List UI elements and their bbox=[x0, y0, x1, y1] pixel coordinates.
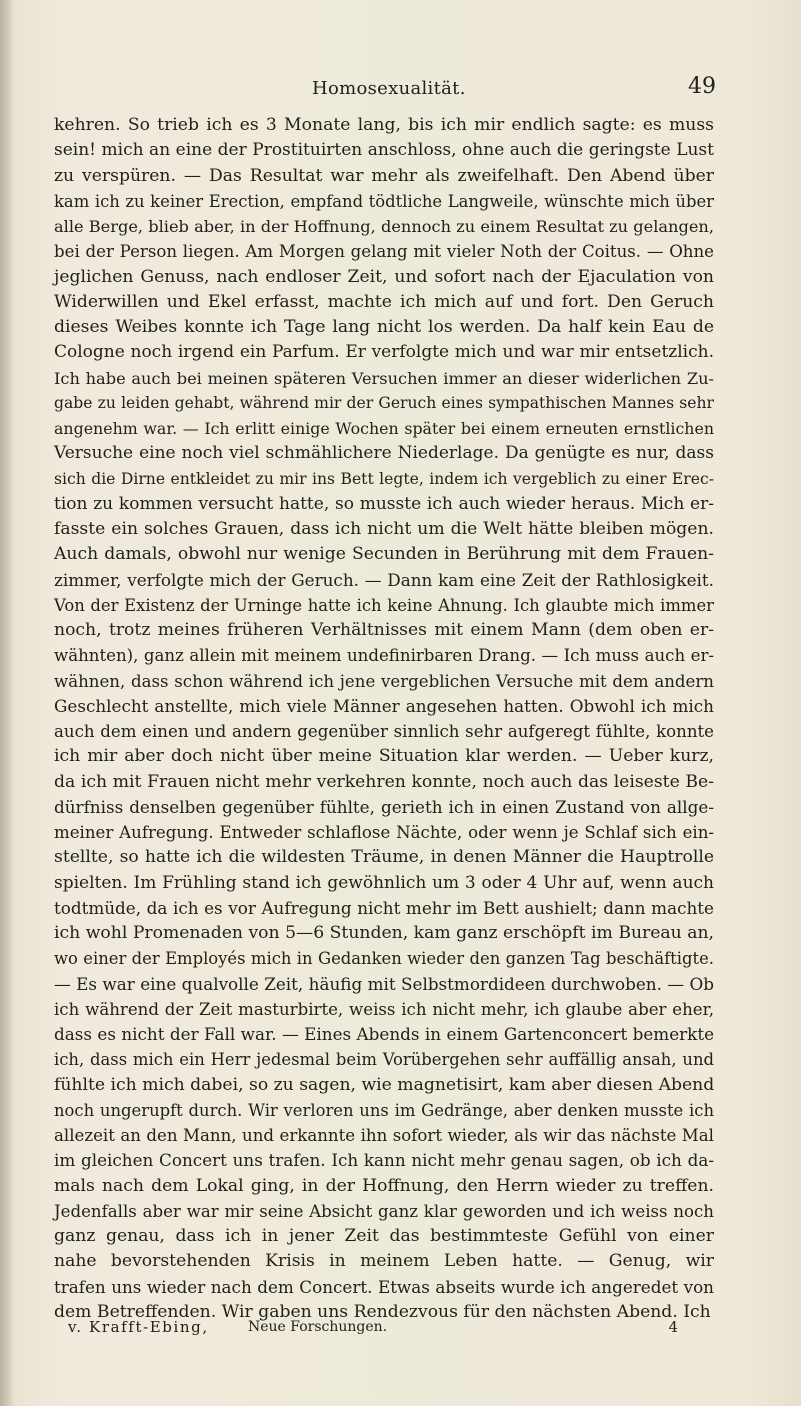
footer-author: v. Krafft-Ebing, bbox=[68, 1318, 209, 1336]
text-line: wähnten), ganz allein mit meinem undefinirbaren Drang. — Ich muss auch er- bbox=[54, 646, 714, 666]
text-line: Geschlecht anstellte, mich viele Männer angesehen hatten. Obwohl ich mich bbox=[54, 695, 714, 716]
text-line: Jedenfalls aber war mir seine Absicht ganz klar geworden und ich weiss noch bbox=[54, 1201, 714, 1221]
body-text bbox=[54, 113, 714, 1325]
text-line: sein! mich an eine der Prostituirten anschloss, ohne auch die geringste Lust bbox=[54, 140, 714, 161]
text-line: tion zu kommen versucht hatte, so musste ich auch wieder heraus. Mich er- bbox=[54, 493, 714, 514]
text-line: zimmer, verfolgte mich der Geruch. — Dann kam eine Zeit der Rathlosigkeit. bbox=[54, 569, 714, 590]
text-line: Von der Existenz der Urninge hatte ich keine Ahnung. Ich glaubte mich immer bbox=[54, 595, 714, 615]
text-line: dass es nicht der Fall war. — Eines Abends in einem Gartenconcert bemerkte bbox=[54, 1024, 714, 1044]
page-gutter-shadow bbox=[0, 0, 14, 1406]
text-line: mals nach dem Lokal ging, in der Hoffnung, den Herrn wieder zu treffen. bbox=[54, 1175, 714, 1196]
text-line: stellte, so hatte ich die wildesten Träume, in denen Männer die Hauptrolle bbox=[54, 847, 714, 868]
text-line: ganz genau, dass ich in jener Zeit das bestimmteste Gefühl von einer bbox=[54, 1226, 714, 1246]
text-line: Auch damals, obwohl nur wenige Secunden in Berührung mit dem Frauen- bbox=[54, 544, 714, 565]
text-line: alle Berge, blieb aber, in der Hoffnung, dennoch zu einem Resultat zu gelangen, bbox=[54, 217, 714, 236]
text-line: angenehm war. — Ich erlitt einige Wochen später bei einem erneuten ernstlichen bbox=[54, 419, 714, 438]
text-line: da ich mit Frauen nicht mehr verkehren konnte, noch auch das leiseste Be- bbox=[54, 771, 714, 792]
text-line: dem Betreffenden. Wir gaben uns Rendezvous für den nächsten Abend. Ich bbox=[54, 1301, 711, 1322]
text-line: auch dem einen und andern gegenüber sinnlich sehr aufgeregt fühlte, konnte bbox=[54, 722, 714, 741]
text-line: jeglichen Genuss, nach endloser Zeit, und sofort nach der Ejaculation von bbox=[54, 266, 714, 287]
text-line: spielten. Im Frühling stand ich gewöhnlich um 3 oder 4 Uhr auf, wenn auch bbox=[54, 872, 714, 893]
text-line: Versuche eine noch viel schmählichere Niederlage. Da genügte es nur, dass bbox=[54, 443, 714, 464]
text-line: bei der Person liegen. Am Morgen gelang mit vieler Noth der Coitus. — Ohne bbox=[54, 242, 714, 262]
text-line: fasste ein solches Grauen, dass ich nicht um die Welt hätte bleiben mögen. bbox=[54, 519, 714, 539]
text-line: meiner Aufregung. Entweder schlaflose Nächte, oder wenn je Schlaf sich ein- bbox=[54, 823, 714, 842]
running-head bbox=[0, 74, 801, 104]
text-line: ich während der Zeit masturbirte, weiss ich nicht mehr, ich glaube aber eher, bbox=[54, 999, 714, 1019]
text-line: allezeit an den Mann, und erkannte ihn sofort wieder, als wir das nächste Mal bbox=[54, 1126, 714, 1145]
text-line: sich die Dirne entkleidet zu mir ins Bett legte, indem ich vergeblich zu einer Erec- bbox=[54, 469, 714, 488]
text-line: Cologne noch irgend ein Parfum. Er verfolgte mich und war mir entsetzlich. bbox=[54, 342, 714, 363]
text-line: wo einer der Employés mich in Gedanken wieder den ganzen Tag beschäftigte. bbox=[54, 949, 714, 969]
text-line: wähnen, dass schon während ich jene vergeblichen Versuche mit dem andern bbox=[54, 671, 714, 691]
text-line: kehren. So trieb ich es 3 Monate lang, bis ich mir endlich sagte: es muss bbox=[54, 115, 714, 135]
page-footer bbox=[68, 1318, 678, 1340]
text-line: kam ich zu keiner Erection, empfand tödtliche Langweile, wünschte mich über bbox=[54, 191, 714, 211]
text-line: trafen uns wieder nach dem Concert. Etwas abseits wurde ich angeredet von bbox=[54, 1276, 714, 1297]
text-line: — Es war eine qualvolle Zeit, häufig mit Selbstmordideen durchwoben. — Ob bbox=[54, 973, 714, 994]
text-line: dürfniss denselben gegenüber fühlte, gerieth ich in einen Zustand von allge- bbox=[54, 796, 714, 817]
text-line: gabe zu leiden gehabt, während mir der Geruch eines sympathischen Mannes sehr bbox=[54, 393, 714, 412]
text-line: nahe bevorstehenden Krisis in meinem Leben hatte. — Genug, wir bbox=[54, 1251, 714, 1272]
text-line: dieses Weibes konnte ich Tage lang nicht los werden. Da half kein Eau de bbox=[54, 317, 714, 337]
text-line: ich, dass mich ein Herr jedesmal beim Vorübergehen sehr auffällig ansah, und bbox=[54, 1050, 714, 1070]
running-title: Homosexualität. bbox=[312, 78, 466, 99]
signature-mark: 4 bbox=[668, 1318, 678, 1336]
footer-book-title: Neue Forschungen. bbox=[248, 1319, 388, 1335]
text-line: noch, trotz meines früheren Verhältnisses mit einem Mann (dem oben er- bbox=[54, 620, 714, 640]
text-line: ich wohl Promenaden von 5—6 Stunden, kam ganz erschöpft im Bureau an, bbox=[54, 923, 714, 943]
text-line: todtmüde, da ich es vor Aufregung nicht mehr im Bett aushielt; dann machte bbox=[54, 897, 714, 918]
text-line: noch ungerupft durch. Wir verloren uns im Gedränge, aber denken musste ich bbox=[54, 1100, 714, 1120]
text-line: ich mir aber doch nicht über meine Situation klar werden. — Ueber kurz, bbox=[54, 746, 714, 767]
text-line: Widerwillen und Ekel erfasst, machte ich mich auf und fort. Den Geruch bbox=[54, 291, 714, 312]
text-line: zu verspüren. — Das Resultat war mehr als zweifelhaft. Den Abend über bbox=[54, 165, 714, 186]
text-line: fühlte ich mich dabei, so zu sagen, wie magnetisirt, kam aber diesen Abend bbox=[54, 1074, 715, 1095]
text-line: im gleichen Concert uns trafen. Ich kann nicht mehr genau sagen, ob ich da- bbox=[54, 1150, 714, 1171]
page-number: 49 bbox=[688, 74, 716, 99]
text-line: Ich habe auch bei meinen späteren Versuchen immer an dieser widerlichen Zu- bbox=[54, 368, 714, 388]
